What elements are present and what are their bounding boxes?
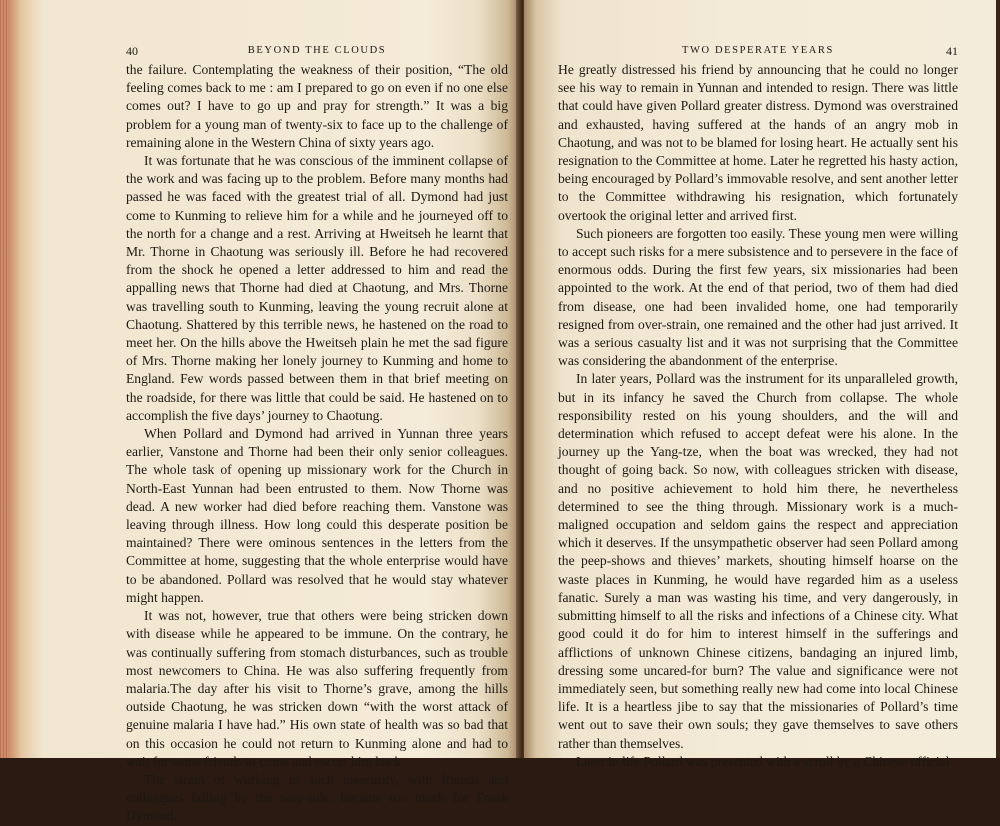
left-page [8,0,520,824]
paragraph: Such pioneers are forgotten too easily. These young men were willing to accept such risks for a mere subsistence and to persevere in the face of enormous odds. During the first few years, six missionaries had been appointed to the work. At the end of that period, two of them had died from disease, one had been invalided home, one had temporarily resigned from over-strain, one remained and the other had just arrived. It was a serious casualty list and it was not surprising that the Committee was considering the abandonment of the enterprise. [558,225,958,369]
right-page-text [558,61,958,771]
left-running-head: BEYOND THE CLOUDS [247,45,387,56]
right-page [524,0,996,769]
paragraph: When Pollard and Dymond had arrived in Yunnan three years earlier, Vanstone and Thorne had been their only senior colleagues. The whole task of opening up missionary work for the Church in North-East Yunnan had been entrusted to them. Now Thorne was dead. A new worker had died before reaching them. Vanstone was leaving through illness. How long could this desperate position be maintained? There were ominous sentences in the letters from the Committee at home, suggesting that the whole enterprise would have to be abandoned. Pollard was resolved that he would stay whatever might happen. [126,426,508,605]
paragraph: The strain of working in such insecurity, with friends and colleagues falling by the way-side, became too much for Frank Dymond. [126,771,508,824]
paragraph: the failure. Contemplating the weakness of their position, “The old feeling comes back to me : am I prepared to go on even if no one else comes out? I have to go up and pray for strength.” It was a big problem for a young man of twenty-six to face up to the challenge of remaining alone in the Western China of sixty years ago. [126,62,508,150]
right-page-number: 41 [946,44,958,58]
left-page-header [126,44,508,60]
right-running-head: TWO DESPERATE YEARS [682,45,834,56]
left-page-number: 40 [126,44,138,58]
paragraph: It was fortunate that he was conscious of the imminent collapse of the work and was facing up to the problem. Before many months had passed he was faced with the greatest trial of all. Dymond had just come to Kunming to relieve him for a while and he journeyed off to the north for a change and a rest. Arriving at Hweitseh he learnt that Mr. Thorne in Chaotung was seriously ill. Before he had recovered from the shock he opened a letter addressed to him and read the appalling news that Thorne had died at Chaotung, and Mrs. Thorne was travelling south to Kunming, leaving the young recruit alone at Chaotung. Shattered by this terrible news, he hastened on the road to meet her. On the hills above the Hweitseh plain he met the sad figure of Mrs. Thorne making her lonely journey to Kunming and home to England. Few words passed between them in that brief meeting on the roadside, for there was little that could be said. He hastened on to accomplish the five days’ journey to Chaotung. [126,153,508,423]
paragraph: In later years, Pollard was the instrument for its unparalleled growth, but in its infancy he saved the Church from collapse. The whole responsibility rested on his young shoulders, and the will and determination which refused to accept defeat were his alone. In the journey up the Yang-tze, when the boat was wrecked, they had not thought of going back. So now, with colleagues stricken with disease, and no positive achievement to hold him there, he nevertheless determined to see the thing through. Missionary work is a much-maligned occupation and seldom gains the respect and appreciation which it deserves. If the unsympathetic observer had seen Pollard among the peep-shows and thieves’ markets, shouting himself hoarse on the waste places in Kunming, he would have regarded him as a useless fanatic. Surely a man was wasting his time, and very dangerously, in submitting himself to all the risks and infections of a Chinese city. What good could it do for him to interest himself in the sufferings and afflictions of unknown Chinese citizens, bandaging an injured limb, dressing some uncared-for burn? The value and significance were not immediately seen, but something really new had come into local Chinese life. It is a heartless jibe to say that the missionaries of Pollard’s time went out to save their own souls; they gave themselves to save others rather than themselves. [558,371,958,751]
left-page-text [126,61,508,826]
right-page-header [558,44,958,60]
paragraph: He greatly distressed his friend by announcing that he could no longer see his way to remain in Yunnan and intended to resign. There was little that could have given Pollard greater distress. Dymond was overstrained and exhausted, having suffered at the hands of an angry mob in Chaotung, and was not to be blamed for losing heart. He actually sent his resignation to the Committee at home. Later he regretted his hasty action, being encouraged by Pollard’s immovable resolve, and sent another letter to the Committee withdrawing his resignation, which fortunately overtook the original letter and arrived first. [558,62,958,223]
paragraph: Later in life Pollard was presented with a scroll by a Chinese official [576,753,950,769]
paragraph: It was not, however, true that others were being stricken down with disease while he appeared to be immune. On the contrary, he was continually suffering from stomach disturbances, such as trouble most newcomers to China. He was also suffering frequently from malaria.The day after his visit to Thorne’s grave, among the hills outside Chaotung, he was stricken down “with the worst attack of genuine malaria I have had.” His own state of health was so bad that on this occasion he could not return to Kunming alone and had to wait for some friends to come and escort him back. [126,608,508,769]
